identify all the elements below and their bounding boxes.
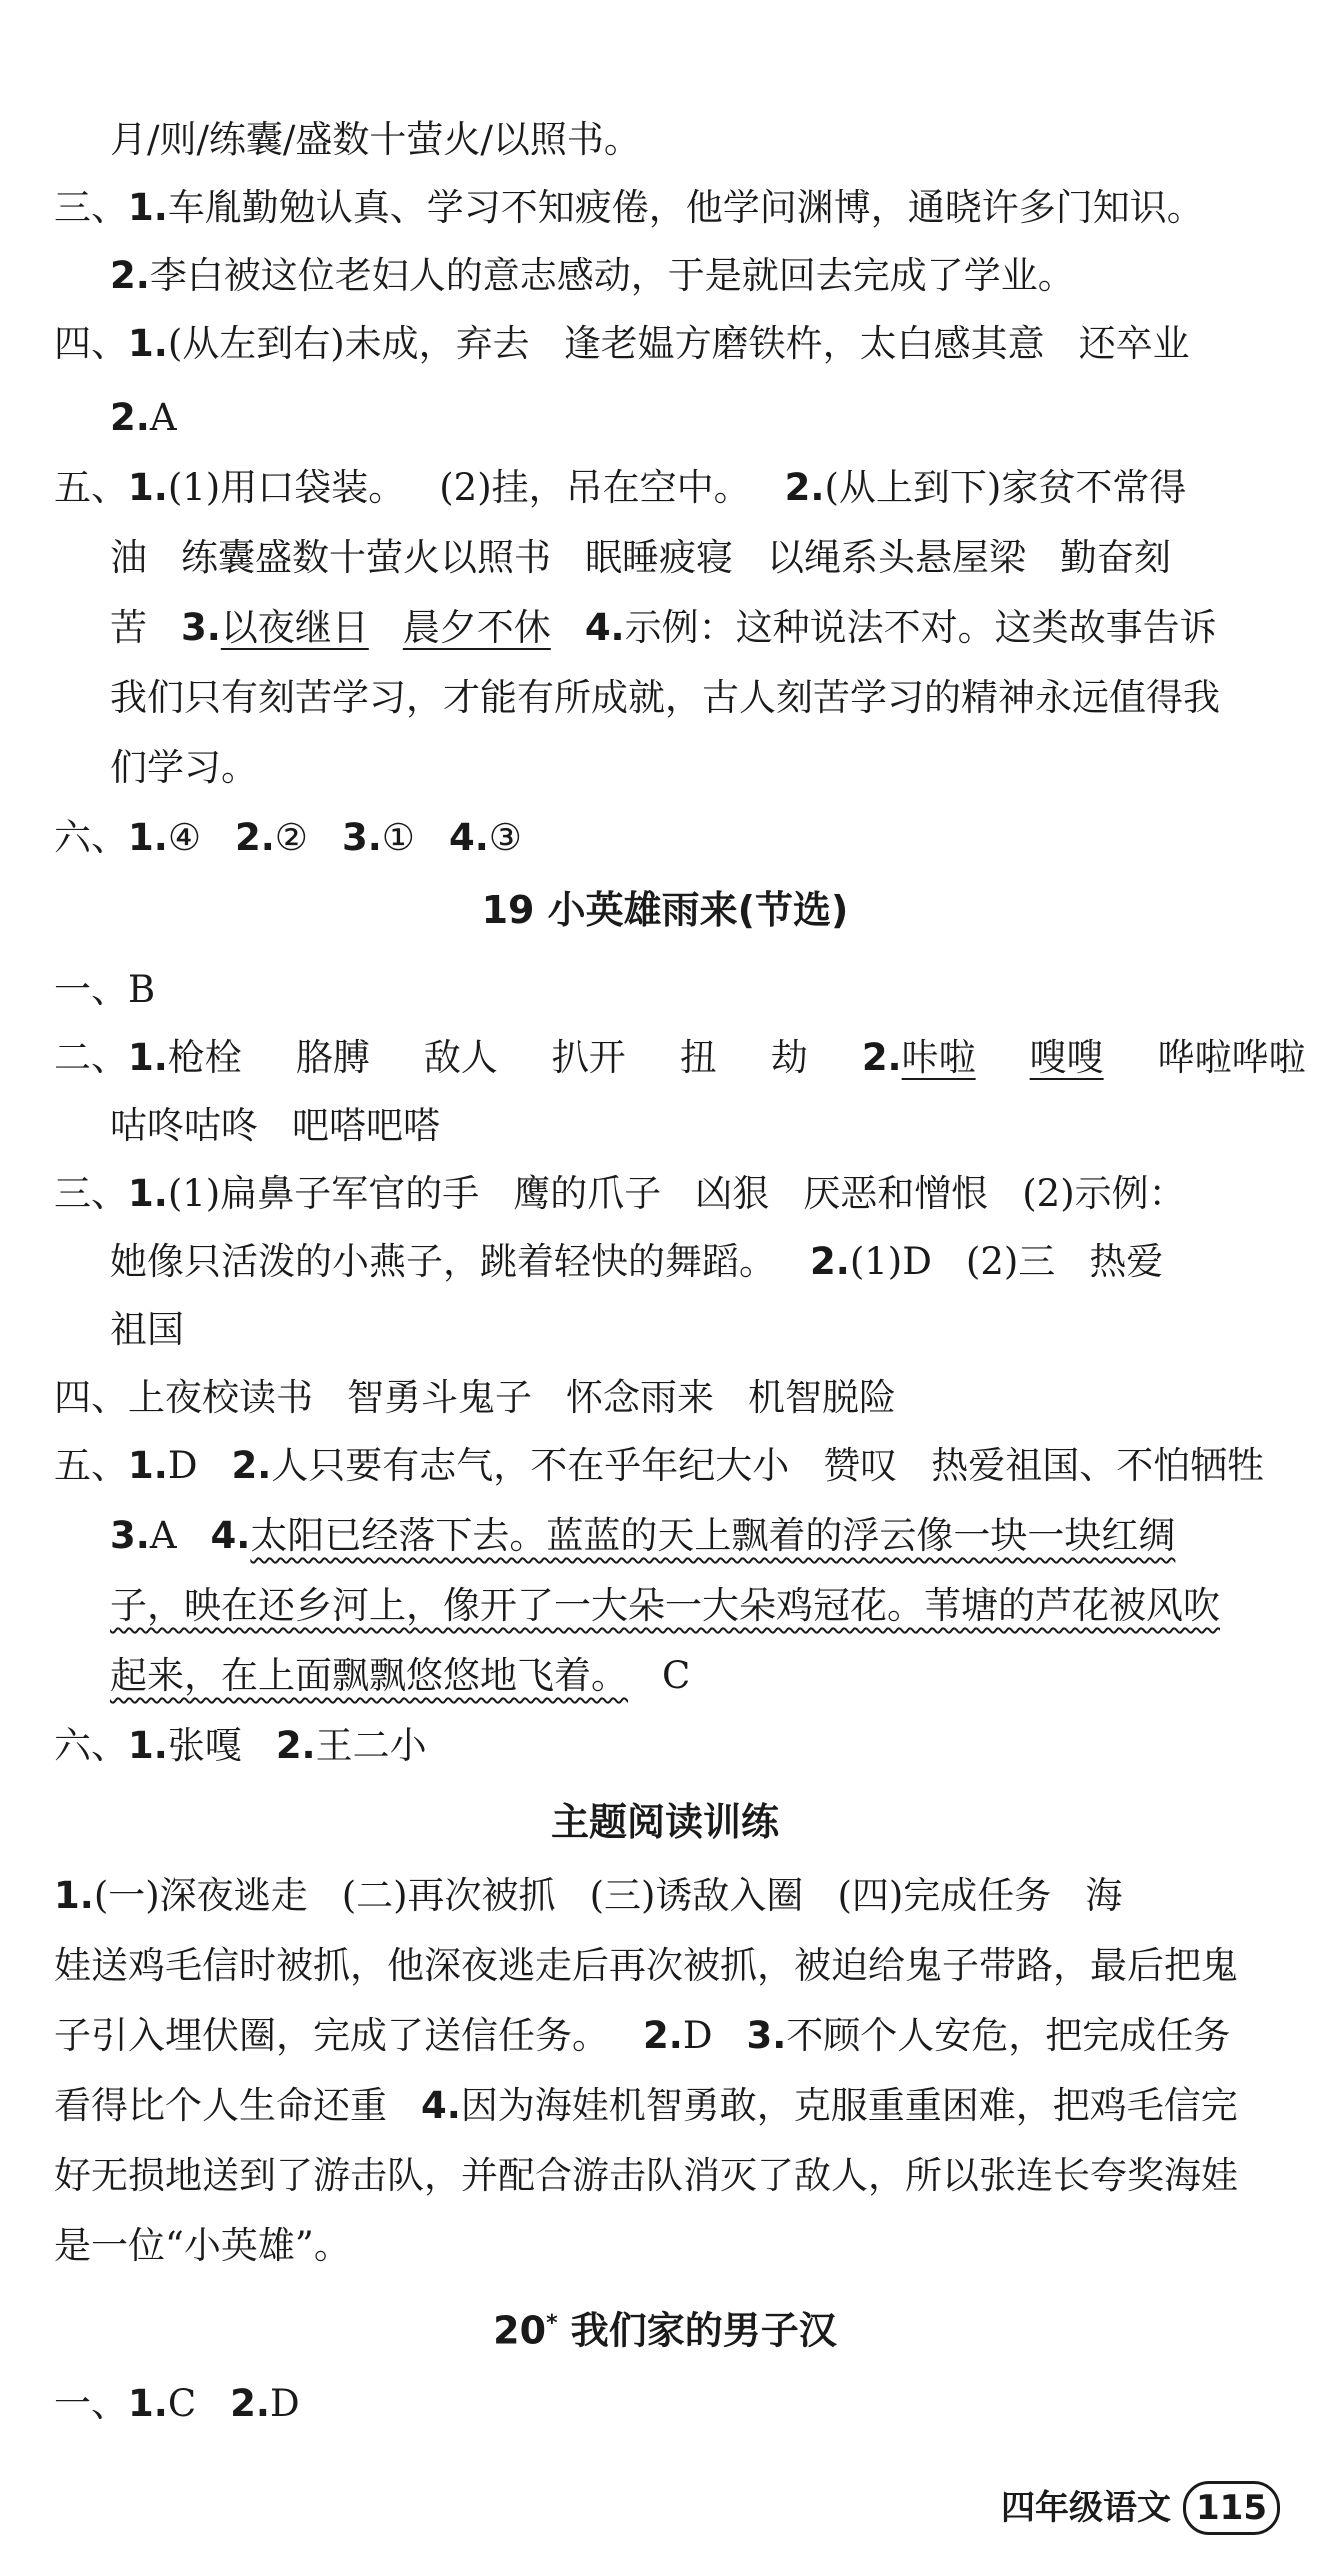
answer-text: (从左到右)未成，弃去 xyxy=(167,322,530,365)
wavy-underlined-answer: 子，映在还乡河上，像开了一大朵一大朵鸡冠花。苇塘的芦花被风吹 xyxy=(110,1584,1220,1627)
question-number: 2. xyxy=(110,254,150,297)
answer-text: 一、B xyxy=(54,968,156,1011)
answer-text: ② xyxy=(274,816,308,859)
answer-text: 咕咚咕咚 xyxy=(110,1104,258,1147)
answer-text: 人只要有志气，不在乎年纪大小 xyxy=(271,1444,790,1487)
answer-line xyxy=(0,1511,1330,1561)
answer-text: 不顾个人安危，把完成任务 xyxy=(786,2014,1231,2057)
question-number: 3. xyxy=(746,2014,787,2057)
question-number: 3. xyxy=(341,816,382,859)
lesson-number: 20 xyxy=(493,2308,547,2353)
page-footer xyxy=(1001,2478,1280,2538)
page-number: 115 xyxy=(1183,2481,1280,2535)
underlined-answer: 嗖嗖 xyxy=(1029,1036,1104,1079)
answer-text: (二)再次被抓 xyxy=(341,1874,556,1917)
answer-line xyxy=(0,1101,1330,1151)
answer-text: 示例：这种说法不对。这类故事告诉 xyxy=(624,606,1217,649)
answer-text: 看得比个人生命还重 xyxy=(54,2084,387,2127)
answer-line xyxy=(0,2379,1330,2429)
answer-line xyxy=(0,1169,1330,1219)
answer-text: D xyxy=(682,2014,713,2057)
answer-text: 厌恶和憎恨 xyxy=(803,1172,989,1215)
answer-text: A xyxy=(149,396,177,439)
answer-line xyxy=(0,1305,1330,1355)
answer-line xyxy=(0,251,1330,301)
answer-text: (从上到下)家贫不常得 xyxy=(824,466,1187,509)
answer-line xyxy=(0,1033,1330,1083)
answer-text: 凶狠 xyxy=(695,1172,770,1215)
answer-text: 好无损地送到了游击队，并配合游击队消灭了敌人，所以张连长夸奖海娃 xyxy=(54,2154,1238,2197)
answer-text: (三)诱敌入圈 xyxy=(589,1874,804,1917)
wavy-underlined-answer: 太阳已经落下去。蓝蓝的天上飘着的浮云像一块一块红绸 xyxy=(250,1514,1176,1557)
question-number: 2. xyxy=(230,2382,270,2425)
wavy-underlined-answer: 起来，在上面飘飘悠悠地飞着。 xyxy=(110,1654,628,1697)
answer-text: 胳膊 xyxy=(295,1036,370,1079)
answer-text: 扒开 xyxy=(551,1036,626,1079)
section-number: 二、 xyxy=(54,1036,128,1079)
section-title: 主题阅读训练 xyxy=(550,1800,779,1844)
answer-line xyxy=(0,1651,1330,1701)
answer-line xyxy=(0,1871,1330,1921)
answer-line xyxy=(0,1237,1330,1287)
answer-text: C xyxy=(662,1654,691,1697)
answer-text: 眠睡疲寝 xyxy=(585,536,733,579)
answer-text: 还卒业 xyxy=(1078,322,1190,365)
answer-line xyxy=(0,533,1330,583)
answer-text: 海 xyxy=(1085,1874,1123,1917)
answer-line xyxy=(0,1441,1330,1491)
answer-text: 热爱 xyxy=(1089,1240,1164,1283)
answer-text: 们学习。 xyxy=(110,746,258,789)
question-number: 1. xyxy=(128,816,168,859)
answer-line xyxy=(0,463,1330,513)
question-number: 3. xyxy=(181,606,221,649)
answer-text: (四)完成任务 xyxy=(837,1874,1052,1917)
answer-text: 枪栓 xyxy=(167,1036,242,1079)
answer-text: 我们只有刻苦学习，才能有所成就，古人刻苦学习的精神永远值得我 xyxy=(110,676,1220,719)
answer-line xyxy=(0,1721,1330,1771)
answer-text: 怀念雨来 xyxy=(566,1376,714,1419)
answer-text: C xyxy=(167,2382,197,2425)
answer-text: 油 xyxy=(110,536,147,579)
answer-text: (一)深夜逃走 xyxy=(93,1874,308,1917)
question-number: 1. xyxy=(128,1724,168,1767)
answer-text: 赞叹 xyxy=(823,1444,898,1487)
answer-text: 月/则/练囊/盛数十萤火/以照书。 xyxy=(110,118,641,161)
answer-line xyxy=(0,2081,1330,2131)
lesson-title: 19 小英雄雨来(节选) xyxy=(481,888,849,932)
question-number: 3. xyxy=(110,1514,150,1557)
answer-text: ③ xyxy=(488,816,522,859)
answer-text: D xyxy=(167,1444,198,1487)
lesson-title xyxy=(0,2299,1330,2356)
footer-label: 四年级语文 xyxy=(1001,2488,1172,2528)
answer-text: 苦 xyxy=(110,606,147,649)
section-number: 四、 xyxy=(54,322,128,365)
underlined-answer: 咔啦 xyxy=(901,1036,976,1079)
answer-line xyxy=(0,115,1330,165)
question-number: 1. xyxy=(128,322,168,365)
answer-text: 劫 xyxy=(770,1036,808,1079)
answer-line xyxy=(0,813,1330,863)
answer-text: (2)挂，吊在空中。 xyxy=(439,466,751,509)
question-number: 1. xyxy=(128,1036,168,1079)
answer-text: (2)三 xyxy=(965,1240,1056,1283)
answer-text: 敌人 xyxy=(423,1036,498,1079)
answer-text: (1)D xyxy=(849,1240,932,1283)
answer-text: A xyxy=(149,1514,177,1557)
section-number: 五、 xyxy=(54,466,128,509)
answer-line xyxy=(0,603,1330,653)
answer-line xyxy=(0,965,1330,1015)
answer-text: 祖国 xyxy=(110,1308,184,1351)
answer-line xyxy=(0,743,1330,793)
answer-text: D xyxy=(269,2382,300,2425)
answer-text: (2)示例： xyxy=(1022,1172,1186,1215)
answer-text: 因为海娃机智勇敢，克服重重困难，把鸡毛信完 xyxy=(460,2084,1238,2127)
question-number: 1. xyxy=(128,186,168,229)
answer-text: 勤奋刻 xyxy=(1060,536,1171,579)
answer-text: 四、上夜校读书 xyxy=(54,1376,313,1419)
answer-text: 以绳系头悬屋梁 xyxy=(767,536,1026,579)
answer-text: 热爱祖国、不怕牺牲 xyxy=(931,1444,1265,1487)
answer-line xyxy=(0,2221,1330,2271)
answer-text: 吧嗒吧嗒 xyxy=(292,1104,440,1147)
answer-text: 娃送鸡毛信时被抓，他深夜逃走后再次被抓，被迫给鬼子带路，最后把鬼 xyxy=(54,1944,1238,1987)
answer-text: 是一位“小英雄”。 xyxy=(54,2224,351,2267)
answer-line xyxy=(0,1373,1330,1423)
question-number: 2. xyxy=(810,1240,850,1283)
question-number: 4. xyxy=(584,606,625,649)
answer-text: 李白被这位老妇人的意志感动，于是就回去完成了学业。 xyxy=(149,254,1075,297)
question-number: 1. xyxy=(128,1172,168,1215)
optional-marker: * xyxy=(546,2311,558,2336)
section-number: 三、 xyxy=(54,186,128,229)
answer-line xyxy=(0,393,1330,443)
answer-text: 智勇斗鬼子 xyxy=(347,1376,532,1419)
answer-line xyxy=(0,1941,1330,1991)
answer-text: 哗啦哗啦 xyxy=(1157,1036,1306,1079)
question-number: 4. xyxy=(210,1514,251,1557)
question-number: 2. xyxy=(234,816,275,859)
answer-line xyxy=(0,2011,1330,2061)
question-number: 2. xyxy=(861,1036,902,1079)
section-number: 三、 xyxy=(54,1172,128,1215)
answer-line xyxy=(0,2151,1330,2201)
answer-line xyxy=(0,319,1330,369)
underlined-answer: 晨夕不休 xyxy=(402,606,551,649)
answer-text: 她像只活泼的小燕子，跳着轻快的舞蹈。 xyxy=(110,1240,776,1283)
answer-text: ① xyxy=(381,816,415,859)
answer-line xyxy=(0,183,1330,233)
question-number: 4. xyxy=(421,2084,461,2127)
question-number: 2. xyxy=(275,1724,316,1767)
question-number: 2. xyxy=(110,396,150,439)
answer-line xyxy=(0,1581,1330,1631)
question-number: 2. xyxy=(784,466,825,509)
question-number: 4. xyxy=(448,816,489,859)
answer-text: (1)扁鼻子军官的手 xyxy=(167,1172,480,1215)
question-number: 1. xyxy=(128,1444,168,1487)
answer-text: (1)用口袋装。 xyxy=(167,466,406,509)
section-number: 一、 xyxy=(54,2382,128,2425)
section-number: 六、 xyxy=(54,1724,128,1767)
question-number: 1. xyxy=(128,466,168,509)
answer-text: ④ xyxy=(167,816,201,859)
answer-text: 练囊盛数十萤火以照书 xyxy=(181,536,551,579)
underlined-answer: 以夜继日 xyxy=(220,606,369,649)
lesson-name: 我们家的男子汉 xyxy=(557,2308,837,2353)
question-number: 1. xyxy=(128,2382,168,2425)
question-number: 2. xyxy=(643,2014,683,2057)
answer-text: 机智脱险 xyxy=(748,1376,896,1419)
section-number: 五、 xyxy=(54,1444,128,1487)
answer-text: 子引入埋伏圈，完成了送信任务。 xyxy=(54,2014,609,2057)
answer-text: 张嘎 xyxy=(167,1724,242,1767)
question-number: 1. xyxy=(54,1874,94,1917)
question-number: 2. xyxy=(231,1444,272,1487)
answer-line xyxy=(0,673,1330,723)
answer-text: 逢老媪方磨铁杵，太白感其意 xyxy=(563,322,1045,365)
answer-text: 扭 xyxy=(679,1036,717,1079)
answer-text: 车胤勤勉认真、学习不知疲倦，他学问渊博，通晓许多门知识。 xyxy=(167,186,1204,229)
section-number: 六、 xyxy=(54,816,128,859)
answer-text: 王二小 xyxy=(315,1724,427,1767)
answer-text: 鹰的爪子 xyxy=(513,1172,662,1215)
